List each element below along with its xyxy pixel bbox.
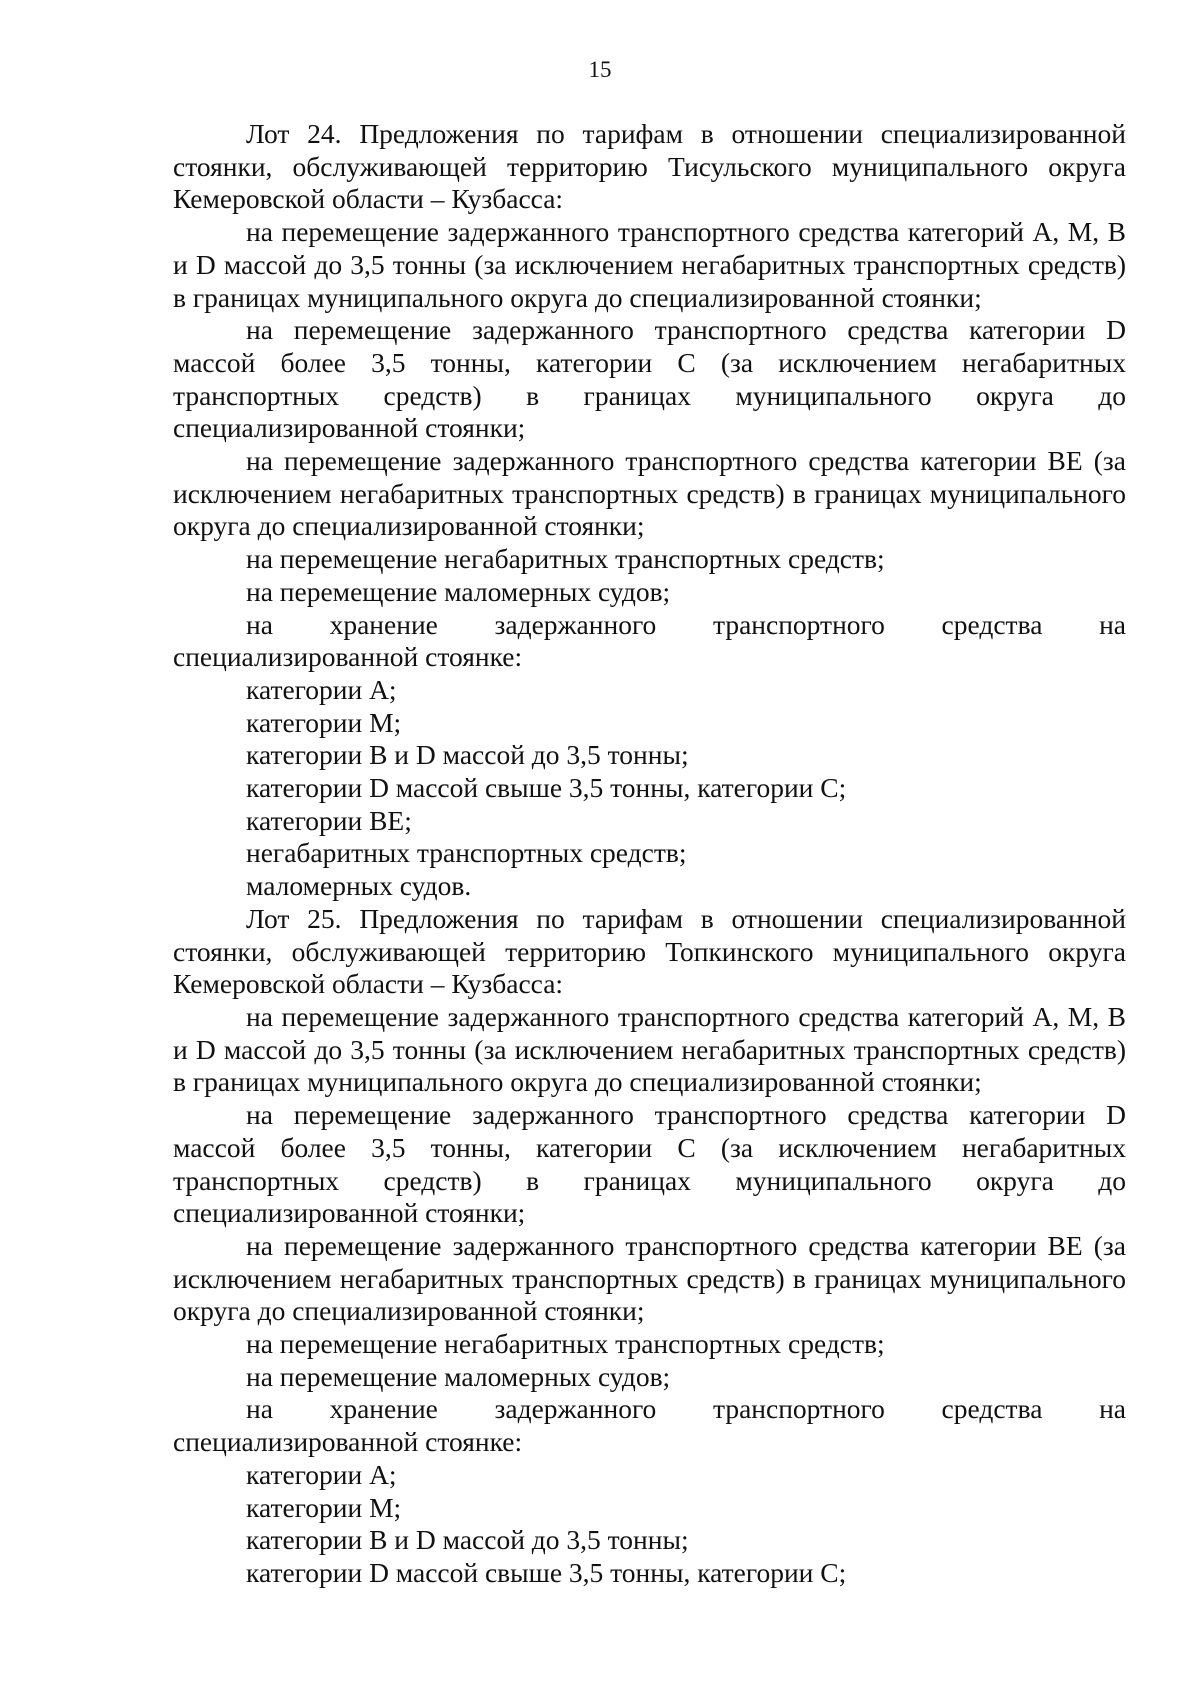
paragraph: на хранение задержанного транспортного средства на специализированной стоянке: xyxy=(173,1393,1126,1458)
list-item: категории ВЕ; xyxy=(246,804,412,836)
list-item: негабаритных транспортных средств; xyxy=(246,837,687,869)
paragraph: на перемещение задержанного транспортного средства категорий А, М, В и D массой до 3,5 тонны (за исключением негабаритных транспортных средств) в границах муниципального округа до специализированной стоянки; xyxy=(173,1000,1126,1098)
list-item: категории А; xyxy=(246,673,397,705)
list-item: категории А; xyxy=(246,1458,397,1490)
paragraph: на перемещение негабаритных транспортных средств; xyxy=(246,543,885,575)
paragraph: на перемещение задержанного транспортного средства категории ВЕ (за исключением негабаритных транспортных средств) в границах муниципального округа до специализированной стоянки; xyxy=(173,1229,1126,1327)
list-item: категории М; xyxy=(246,706,402,738)
paragraph: на перемещение маломерных судов; xyxy=(246,1360,671,1392)
list-item: категории В и D массой до 3,5 тонны; xyxy=(246,739,689,771)
paragraph: на перемещение задержанного транспортного средства категории ВЕ (за исключением негабаритных транспортных средств) в границах муниципального округа до специализированной стоянки; xyxy=(173,445,1126,542)
list-item: категории М; xyxy=(246,1491,402,1523)
paragraph: на перемещение маломерных судов; xyxy=(246,575,671,607)
page-number: 15 xyxy=(588,57,612,82)
list-item: категории D массой свыше 3,5 тонны, категории С; xyxy=(246,1556,847,1588)
document-body xyxy=(173,118,1126,1590)
paragraph: на перемещение негабаритных транспортных средств; xyxy=(246,1328,885,1360)
paragraph: на хранение задержанного транспортного средства на специализированной стоянке: xyxy=(173,608,1126,673)
paragraph: на перемещение задержанного транспортного средства категории D массой более 3,5 тонны, категории С (за исключением негабаритных транспортных средств) в границах муниципального округа до специализированной стоянки; xyxy=(173,1099,1126,1229)
lot-24-heading: Лот 24. Предложения по тарифам в отношении специализированной стоянки, обслуживающей территорию Тисульского муниципального округа Кемеровской области – Кузбасса: xyxy=(173,118,1126,215)
lot-25-heading: Лот 25. Предложения по тарифам в отношении специализированной стоянки, обслуживающей территорию Топкинского муниципального округа Кемеровской области – Кузбасса: xyxy=(173,902,1126,1000)
list-item: категории В и D массой до 3,5 тонны; xyxy=(246,1524,689,1556)
list-item: маломерных судов. xyxy=(246,870,472,902)
list-item: категории D массой свыше 3,5 тонны, категории С; xyxy=(246,772,847,804)
paragraph: на перемещение задержанного транспортного средства категорий А, М, В и D массой до 3,5 тонны (за исключением негабаритных транспортных средств) в границах муниципального округа до специализированной стоянки; xyxy=(173,216,1126,313)
paragraph: на перемещение задержанного транспортного средства категории D массой более 3,5 тонны, категории С (за исключением негабаритных транспортных средств) в границах муниципального округа до специализированной стоянки; xyxy=(173,314,1126,444)
